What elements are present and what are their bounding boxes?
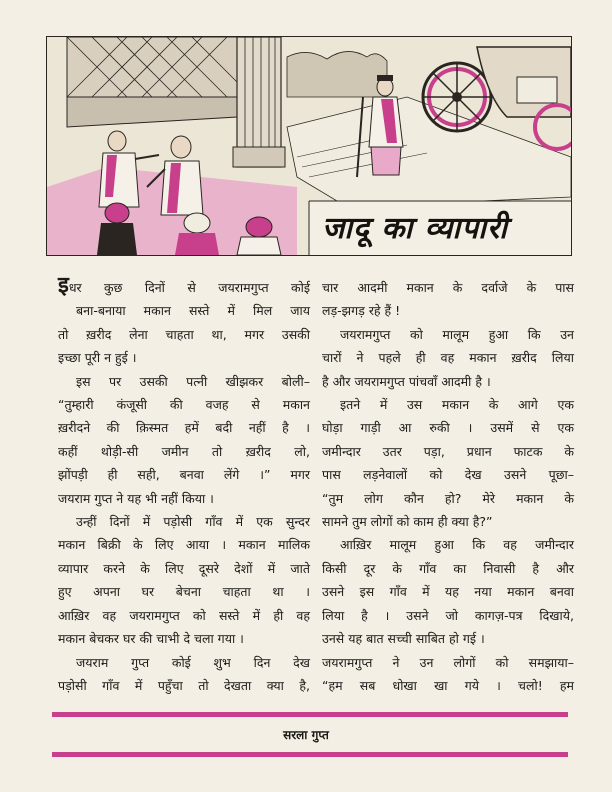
- paragraph-line: जयरामगुप्त ने उन लोगों को समझाया–: [322, 654, 574, 670]
- paragraph-line: “तुम लोग कौन हो? मेरे मकान के: [322, 490, 574, 506]
- paragraph-line: इतने में उस मकान के आगे एक: [340, 397, 574, 413]
- paragraph-line: इस पर उसकी पत्नी खीझकर बोली–: [76, 373, 310, 389]
- paragraph-line: ख़रीदने की क़िस्मत हमें बदी नहीं है ।: [58, 420, 310, 436]
- paragraph-line: लड़-झगड़ रहे हैं !: [322, 303, 401, 319]
- story-title: जादू का व्यापारी: [322, 211, 508, 246]
- paragraph-line: तो ख़रीद लेना चाहता था, मगर उसकी: [58, 326, 310, 342]
- paragraph-line: आख़िर वह जयरामगुप्त को सस्ते में ही वह: [58, 607, 310, 623]
- paragraph-line: जयरामगुप्त को मालूम हुआ कि उन: [340, 326, 574, 342]
- paragraph-line: जमीन्दार उतर पड़ा, प्रधान फाटक के: [322, 443, 574, 459]
- paragraph-line: कहीं थोड़ी-सी जमीन तो ख़रीद लो,: [58, 443, 310, 459]
- paragraph-line: उसने इस गाँव में यह नया मकान बनवा: [322, 584, 574, 600]
- paragraph-line: किसी दूर के गाँव का निवासी है और: [322, 560, 574, 576]
- paragraph-line: “तुम्हारी कंजूसी की वजह से मकान: [58, 397, 310, 413]
- paragraph-line: जयराम गुप्त ने यह भी नहीं किया ।: [58, 490, 214, 506]
- paragraph-line: पास लड़नेवालों को देख उसने पूछा–: [322, 467, 574, 483]
- paragraph-line: इच्छा पूरी न हुई ।: [58, 350, 137, 366]
- left-column: [58, 273, 310, 697]
- footer-divider-top: [52, 712, 568, 717]
- footer-divider-bottom: [52, 752, 568, 757]
- paragraph-line: मकान बेचकर घर की चाभी दे चला गया ।: [58, 631, 244, 647]
- paragraph-line: इधर कुछ दिनों से जयरामगुप्त कोई: [58, 273, 310, 298]
- paragraph-line: घोड़ा गाड़ी आ रुकी । उसमें से एक: [322, 420, 574, 436]
- paragraph-line: है और जयरामगुप्त पांचवाँ आदमी है ।: [322, 373, 491, 389]
- paragraph-line: चार आदमी मकान के दर्वाजे के पास: [322, 280, 574, 295]
- paragraph-line: सामने तुम लोगों को काम ही क्या है?”: [322, 514, 493, 530]
- paragraph-line: हुए अपना घर बेचना चाहता था ।: [58, 584, 310, 600]
- paragraph-line: पड़ोसी गाँव में पहुँचा तो देखता क्या है,: [58, 677, 310, 693]
- paragraph-line: व्यापार करने के लिए दूसरे देशों में जाते: [58, 560, 310, 576]
- paragraph-line: झोंपड़ी ही सही, बनवा लेंगे ।” मगर: [58, 467, 310, 483]
- paragraph-line: बना-बनाया मकान सस्ते में मिल जाय: [76, 303, 310, 319]
- paragraph-line: “हम सब धोखा खा गये । चलो! हम: [322, 677, 574, 693]
- drop-cap: इ: [58, 273, 69, 298]
- paragraph-line: लिया है । उसने जो कागज़-पत्र दिखाये,: [322, 607, 574, 623]
- right-column: [322, 276, 574, 697]
- paragraph-line: आख़िर मालूम हुआ कि वह जमीन्दार: [340, 537, 574, 553]
- paragraph-line: चारों ने पहले ही वह मकान ख़रीद लिया: [322, 350, 574, 366]
- paragraph-line: मकान बिक्री के लिए आया । मकान मालिक: [58, 537, 310, 553]
- author-name: सरला गुप्त: [283, 728, 329, 742]
- paragraph-line: जयराम गुप्त कोई शुभ दिन देख: [76, 654, 310, 670]
- paragraph-line: उन्हीं दिनों में पड़ोसी गाँव में एक सुन्दर: [76, 514, 310, 530]
- paragraph-line: उनसे यह बात सच्ची साबित हो गई ।: [322, 631, 485, 647]
